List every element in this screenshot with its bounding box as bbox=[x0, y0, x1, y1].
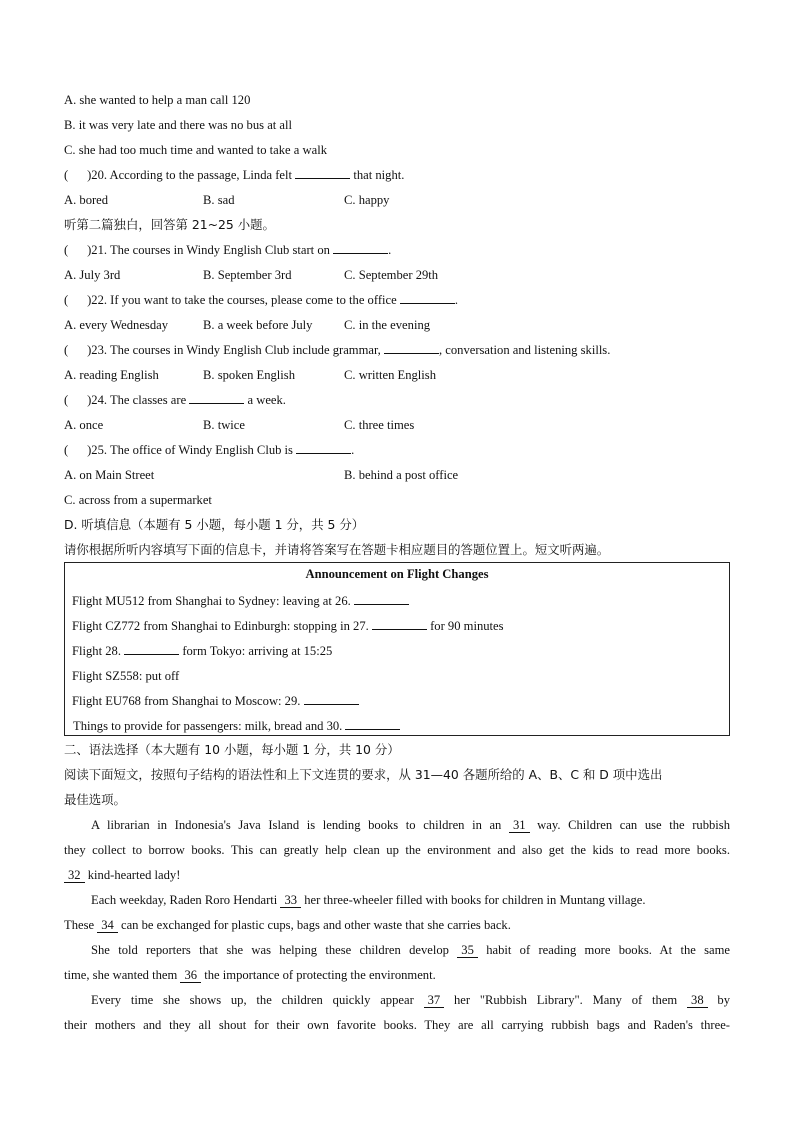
part2-instruction-1: 阅读下面短文，按照句子结构的语法性和上下文连贯的要求，从 31—40 各题所给的 A、B、C 和 D 项中选出 bbox=[64, 767, 663, 782]
passage-text: habit of reading more books. At the same bbox=[486, 943, 731, 957]
q23-options bbox=[64, 367, 484, 383]
passage-text: can be exchanged for plastic cups, bags and other waste that she carries back. bbox=[120, 918, 511, 932]
passage-text: Every time she shows up, the children quickly appear bbox=[91, 993, 414, 1007]
grammar-blank-37: 37 bbox=[424, 993, 445, 1008]
passage-line bbox=[64, 888, 730, 913]
q24-option-a: A. once bbox=[64, 418, 104, 432]
q25-stem-post: . bbox=[351, 443, 355, 457]
q25-option-a: A. on Main Street bbox=[64, 468, 155, 482]
answer-blank-27 bbox=[372, 618, 427, 630]
q22-option-c: C. in the evening bbox=[344, 318, 431, 332]
q23-stem bbox=[64, 342, 610, 358]
q24-option-c: C. three times bbox=[344, 418, 415, 432]
passage-text: her "Rubbish Library". Many of them bbox=[453, 993, 678, 1007]
q22-stem bbox=[64, 292, 458, 308]
info-card-text: Flight MU512 from Shanghai to Sydney: leaving at 26. bbox=[72, 594, 351, 608]
reading-passage bbox=[64, 813, 730, 1038]
q20-stem-pre: ( )20. According to the passage, Linda felt bbox=[64, 168, 293, 182]
info-card-title: Announcement on Flight Changes bbox=[305, 567, 489, 581]
q21-stem bbox=[64, 242, 391, 258]
section-d-instruction: 请你根据所听内容填写下面的信息卡，并请将答案写在答题卡相应题目的答题位置上。短文听两遍。 bbox=[64, 542, 610, 557]
monologue2-intro: 听第二篇独白，回答第 21~25 小题。 bbox=[64, 217, 275, 232]
q22-options bbox=[64, 317, 484, 333]
passage-text: Each weekday, Raden Roro Hendarti bbox=[91, 893, 278, 907]
grammar-blank-35: 35 bbox=[457, 943, 478, 958]
q25-option-c: C. across from a supermarket bbox=[64, 493, 212, 507]
answer-blank bbox=[384, 342, 439, 354]
part2-title: 二、语法选择（本大题有 10 小题，每小题 1 分，共 10 分） bbox=[64, 742, 400, 757]
info-card-line-29 bbox=[72, 693, 359, 709]
grammar-blank-33: 33 bbox=[280, 893, 301, 908]
q24-option-b: B. twice bbox=[203, 418, 245, 432]
info-card-text: Things to provide for passengers: milk, bread and 30. bbox=[73, 719, 343, 733]
passage-text: her three-wheeler filled with books for children in Muntang village. bbox=[304, 893, 646, 907]
q22-option-b: B. a week before July bbox=[203, 318, 313, 332]
passage-text: way. Children can use the rubbish bbox=[537, 818, 730, 832]
q25-option-b: B. behind a post office bbox=[344, 468, 459, 482]
q20-option-a: A. bored bbox=[64, 193, 109, 207]
q21-option-a: A. July 3rd bbox=[64, 268, 121, 282]
info-card-line-30 bbox=[73, 718, 400, 734]
info-card-line-sz558: Flight SZ558: put off bbox=[72, 669, 180, 683]
info-card-text: Flight EU768 from Shanghai to Moscow: 29. bbox=[72, 694, 301, 708]
grammar-blank-32: 32 bbox=[64, 868, 85, 883]
q21-stem-post: . bbox=[388, 243, 392, 257]
q24-options bbox=[64, 417, 484, 433]
q20-option-c: C. happy bbox=[344, 193, 390, 207]
passage-line: their mothers and they all shout for their own favorite books. They are all carrying rubbish bags and Raden's three- bbox=[64, 1018, 730, 1032]
q23-option-a: A. reading English bbox=[64, 368, 159, 382]
passage-text: These bbox=[64, 918, 95, 932]
passage-line bbox=[64, 863, 730, 888]
passage-line bbox=[64, 913, 730, 938]
q20-stem bbox=[64, 167, 404, 183]
info-card-line-27 bbox=[72, 618, 504, 634]
passage-line: they collect to borrow books. This can greatly help clean up the environment and also get the kids to read more books. bbox=[64, 843, 730, 857]
passage-line bbox=[64, 813, 730, 838]
q19-option-a: A. she wanted to help a man call 120 bbox=[64, 93, 251, 107]
q25-stem-pre: ( )25. The office of Windy English Club is bbox=[64, 443, 293, 457]
q23-stem-post: , conversation and listening skills. bbox=[438, 343, 611, 357]
q19-option-c: C. she had too much time and wanted to take a walk bbox=[64, 143, 327, 157]
answer-blank bbox=[295, 167, 350, 179]
q21-options bbox=[64, 267, 464, 283]
answer-blank-30 bbox=[345, 718, 400, 730]
section-d-title: D. 听填信息（本题有 5 小题，每小题 1 分，共 5 分） bbox=[64, 517, 365, 532]
answer-blank-28 bbox=[124, 643, 179, 655]
grammar-blank-34: 34 bbox=[97, 918, 118, 933]
passage-line bbox=[64, 988, 730, 1013]
answer-blank bbox=[333, 242, 388, 254]
passage-text: A librarian in Indonesia's Java Island is lending books to children in an bbox=[91, 818, 502, 832]
answer-blank-26 bbox=[354, 593, 409, 605]
q24-stem bbox=[64, 392, 286, 408]
passage-text: time, she wanted them bbox=[64, 968, 178, 982]
passage-text: by bbox=[717, 993, 730, 1007]
q22-option-a: A. every Wednesday bbox=[64, 318, 169, 332]
q20-options bbox=[64, 192, 464, 208]
flight-info-card bbox=[64, 562, 730, 736]
q24-stem-pre: ( )24. The classes are bbox=[64, 393, 187, 407]
q21-option-c: C. September 29th bbox=[344, 268, 439, 282]
q21-stem-pre: ( )21. The courses in Windy English Club start on bbox=[64, 243, 330, 257]
q20-option-b: B. sad bbox=[203, 193, 235, 207]
info-card-line-28 bbox=[72, 643, 332, 659]
grammar-blank-31: 31 bbox=[509, 818, 530, 833]
answer-blank bbox=[400, 292, 455, 304]
answer-blank bbox=[189, 392, 244, 404]
info-card-text: Flight 28. bbox=[72, 644, 121, 658]
q22-stem-post: . bbox=[454, 293, 459, 307]
info-card-line-26 bbox=[72, 593, 409, 609]
info-card-text: form Tokyo: arriving at 15:25 bbox=[182, 644, 333, 658]
part2-instruction-2: 最佳选项。 bbox=[64, 792, 126, 807]
passage-text: the importance of protecting the environment. bbox=[204, 968, 436, 982]
q21-option-b: B. September 3rd bbox=[203, 268, 292, 282]
passage-line bbox=[64, 938, 730, 963]
passage-line bbox=[64, 963, 730, 988]
passage-text: She told reporters that she was helping these children develop bbox=[91, 943, 449, 957]
q25-stem bbox=[64, 442, 354, 458]
answer-blank-29 bbox=[304, 693, 359, 705]
passage-text: kind-hearted lady! bbox=[87, 868, 181, 882]
q24-stem-post: a week. bbox=[247, 393, 286, 407]
q23-option-b: B. spoken English bbox=[203, 368, 296, 382]
q25-options-row1 bbox=[64, 467, 564, 483]
grammar-blank-38: 38 bbox=[687, 993, 708, 1008]
answer-blank bbox=[296, 442, 351, 454]
q23-stem-pre: ( )23. The courses in Windy English Club include grammar, bbox=[64, 343, 381, 357]
q19-option-b: B. it was very late and there was no bus at all bbox=[64, 118, 293, 132]
q20-stem-post: that night. bbox=[353, 168, 405, 182]
grammar-blank-36: 36 bbox=[180, 968, 201, 983]
info-card-text: for 90 minutes bbox=[430, 619, 504, 633]
q23-option-c: C. written English bbox=[344, 368, 436, 382]
q22-stem-pre: ( )22. If you want to take the courses, please come to the office bbox=[64, 293, 397, 307]
info-card-text: Flight CZ772 from Shanghai to Edinburgh: stopping in 27. bbox=[72, 619, 369, 633]
